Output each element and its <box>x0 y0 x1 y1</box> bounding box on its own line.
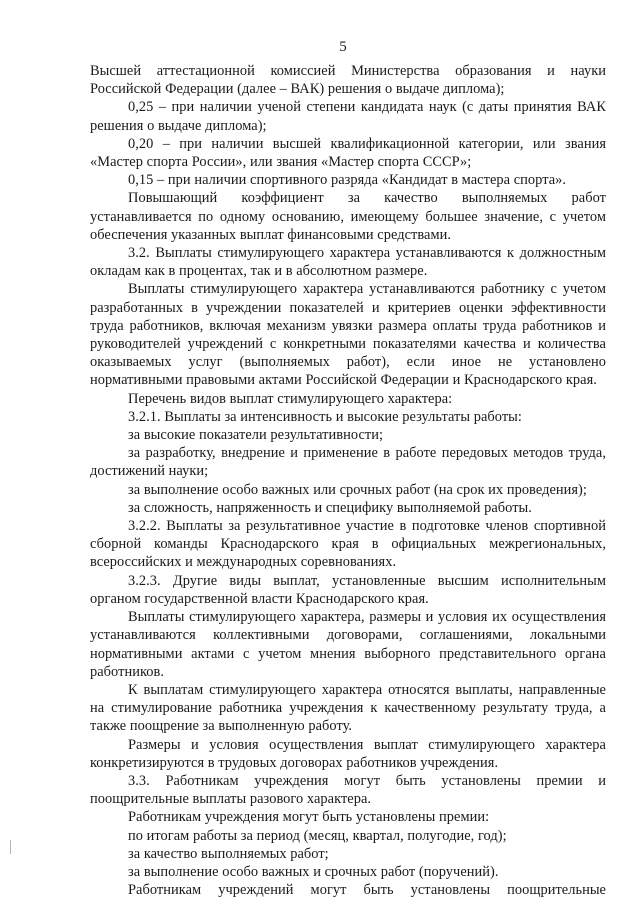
paragraph: 3.3. Работникам учреждения могут быть установлены премии и поощрительные выплаты разового характера. <box>90 772 606 808</box>
paragraph: 0,20 – при наличии высшей квалификационной категории, или звания «Мастер спорта России», или звания «Мастер спорта СССР»; <box>90 135 606 171</box>
paragraph: Работникам учреждения могут быть установлены премии: <box>128 809 490 826</box>
paragraph: Высшей аттестационной комиссией Министерства образования и науки Российской Федерации (далее – ВАК) решения о выдаче диплома); <box>90 63 606 98</box>
paragraph: К выплатам стимулирующего характера относятся выплаты, направленные на стимулирование работника учреждения к качественному результату труда, а также поощрение за выполненную работу. <box>90 681 606 735</box>
paragraph: 3.2.2. Выплаты за результативное участие в подготовке членов спортивной сборной команды Краснодарского края в официальных межрегиональных, всероссийских и международных соревнованиях. <box>90 518 606 571</box>
scan-margin-mark <box>10 840 11 854</box>
list-item: за высокие показатели результативности; <box>128 427 384 444</box>
list-item: за качество выполняемых работ; <box>128 845 329 862</box>
document-body <box>90 62 606 899</box>
list-item: за сложность, напряженность и специфику выполняемой работы. <box>128 499 532 516</box>
list-item: за разработку, внедрение и применение в работе передовых методов труда, достижений науки; <box>90 445 606 480</box>
paragraph: 0,25 – при наличии ученой степени кандидата наук (с даты принятия ВАК решения о выдаче диплома); <box>90 99 606 134</box>
paragraph: Перечень видов выплат стимулирующего характера: <box>128 390 453 407</box>
paragraph: Выплаты стимулирующего характера, размеры и условия их осуществления устанавливаются коллективными договорами, соглашениями, локальными нормативными актами с учетом мнения выборного представительного органа работников. <box>90 609 606 680</box>
paragraph: 3.2. Выплаты стимулирующего характера устанавливаются к должностным окладам как в процентах, так и в абсолютном размере. <box>90 245 606 280</box>
paragraph: 3.2.1. Выплаты за интенсивность и высокие результаты работы: <box>128 408 522 425</box>
paragraph: Размеры и условия осуществления выплат стимулирующего характера конкретизируются в трудовых договорах работников учреждения. <box>90 736 606 771</box>
paragraph: 0,15 – при наличии спортивного разряда «Кандидат в мастера спорта». <box>128 172 567 189</box>
paragraph: Повышающий коэффициент за качество выполняемых работ устанавливается по одному основанию, имеющему большее значение, с учетом обеспечения указанных выплат финансовыми средствами. <box>90 190 606 243</box>
page-number: 5 <box>339 39 347 55</box>
paragraph: 3.2.3. Другие виды выплат, установленные высшим исполнительным органом государственной власти Краснодарского края. <box>90 572 606 607</box>
list-item: по итогам работы за период (месяц, квартал, полугодие, год); <box>128 827 507 844</box>
list-item: за выполнение особо важных и срочных работ (поручений). <box>128 863 499 880</box>
list-item: за выполнение особо важных или срочных работ (на срок их проведения); <box>128 481 587 498</box>
paragraph: Выплаты стимулирующего характера устанавливаются работнику с учетом разработанных в учреждении показателей и критериев оценки эффективности труда работников, включая механизм увязки размера оплаты труда работников и руководителей учреждений с конкретными показателями качества и количества оказываемых услуг (выполняемых работ), если иное не установлено нормативными правовыми актами Российской Федерации и Краснодарского края. <box>90 281 606 389</box>
paragraph: Работникам учреждений могут быть установлены поощрительные <box>128 882 606 899</box>
